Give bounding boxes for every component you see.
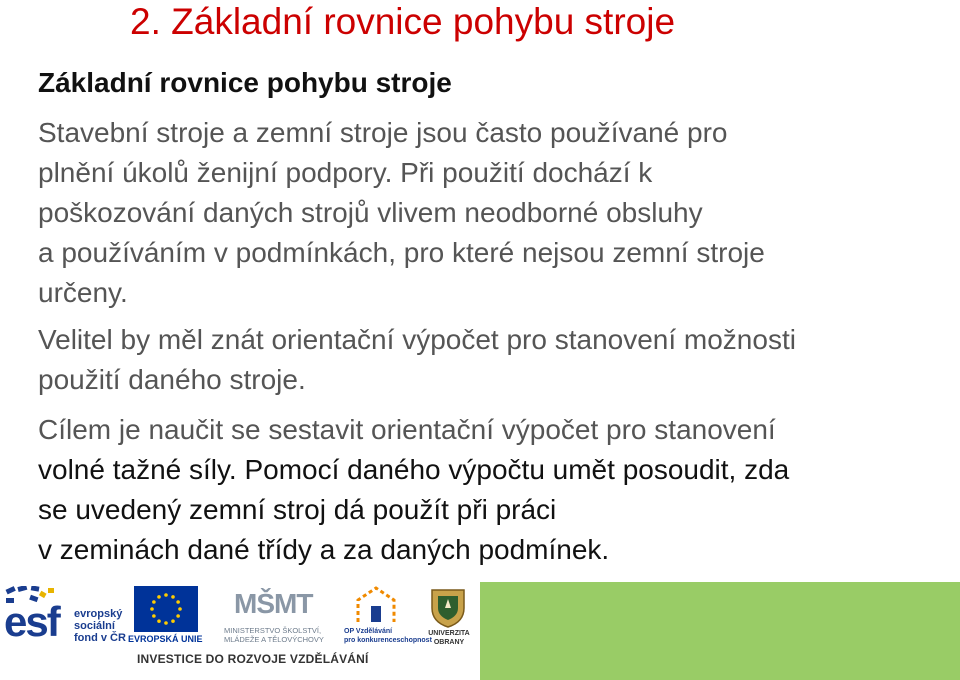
text-line: použití daného stroje.	[38, 364, 306, 395]
invest-slogan: INVESTICE DO ROZVOJE VZDĚLÁVÁNÍ	[137, 652, 369, 666]
paragraph-goal	[38, 410, 938, 570]
eu-flag-icon	[134, 586, 198, 632]
paragraph-commander	[38, 320, 938, 400]
op-vzdelavani-logo	[344, 586, 432, 648]
eu-label: EVROPSKÁ UNIE	[128, 634, 203, 644]
eu-star-icon	[176, 614, 180, 618]
eu-star-icon	[164, 621, 168, 625]
footer-logo-bar	[0, 582, 960, 680]
university-label-line: UNIVERZITA	[428, 630, 470, 637]
msmt-label	[224, 626, 324, 644]
eu-star-icon	[157, 619, 161, 623]
text-line: Velitel by měl znát orientační výpočet pro stanovení možnosti	[38, 324, 796, 355]
op-label-line: OP Vzdělávání	[344, 628, 393, 635]
esf-label-line: fond v ČR	[74, 632, 126, 644]
esf-label	[74, 608, 126, 644]
footer-green-panel	[480, 582, 960, 680]
eu-star-icon	[150, 607, 154, 611]
op-house-icon	[354, 586, 398, 626]
eu-star-icon	[152, 614, 156, 618]
text-line: v zeminách dané třídy a za daných podmínek.	[38, 534, 610, 565]
text-line: poškozování daných strojů vlivem neodborné obsluhy	[38, 197, 703, 228]
slide-subtitle: Základní rovnice pohybu stroje	[38, 67, 452, 98]
university-label-line: OBRANY	[433, 638, 465, 646]
text-line: se uvedený zemní stroj dá použít při práci	[38, 494, 557, 525]
text-line: volné tažné síly. Pomocí daného výpočtu umět posoudit, zda	[38, 454, 790, 485]
esf-letters: esf	[4, 598, 59, 645]
eu-star-icon	[164, 593, 168, 597]
esf-label-line: sociální	[74, 620, 115, 632]
eu-star-icon	[152, 600, 156, 604]
text-line: Cílem je naučit se sestavit orientační výpočet pro stanovení	[38, 414, 776, 445]
eu-star-icon	[176, 600, 180, 604]
eu-star-icon	[171, 595, 175, 599]
msmt-label-line: MINISTERSTVO ŠKOLSTVÍ,	[224, 626, 322, 635]
eu-star-icon	[178, 607, 182, 611]
eu-star-icon	[157, 595, 161, 599]
university-logo	[420, 586, 478, 648]
university-label	[424, 630, 474, 647]
esf-label-line: evropský	[74, 608, 123, 620]
msmt-mark: MŠMT	[234, 588, 313, 619]
text-line: a používáním v podmínkách, pro které nejsou zemní stroje	[38, 237, 765, 268]
university-crest-icon	[430, 586, 466, 628]
op-label	[344, 628, 432, 645]
msmt-label-line: MLÁDEŽE A TĚLOVÝCHOVY	[224, 635, 324, 644]
text-line: plnění úkolů ženijní podpory. Při použití dochází k	[38, 157, 653, 188]
msmt-logo	[222, 586, 332, 648]
eu-star-icon	[171, 619, 175, 623]
paragraph-intro	[38, 113, 938, 313]
op-label-line: pro konkurenceschopnost	[344, 636, 432, 644]
slide-title: 2. Základní rovnice pohybu stroje	[130, 1, 676, 42]
esf-logo	[4, 586, 126, 646]
text-line: určeny.	[38, 277, 128, 308]
eu-logo	[128, 586, 204, 648]
text-line: Stavební stroje a zemní stroje jsou často používané pro	[38, 117, 728, 148]
